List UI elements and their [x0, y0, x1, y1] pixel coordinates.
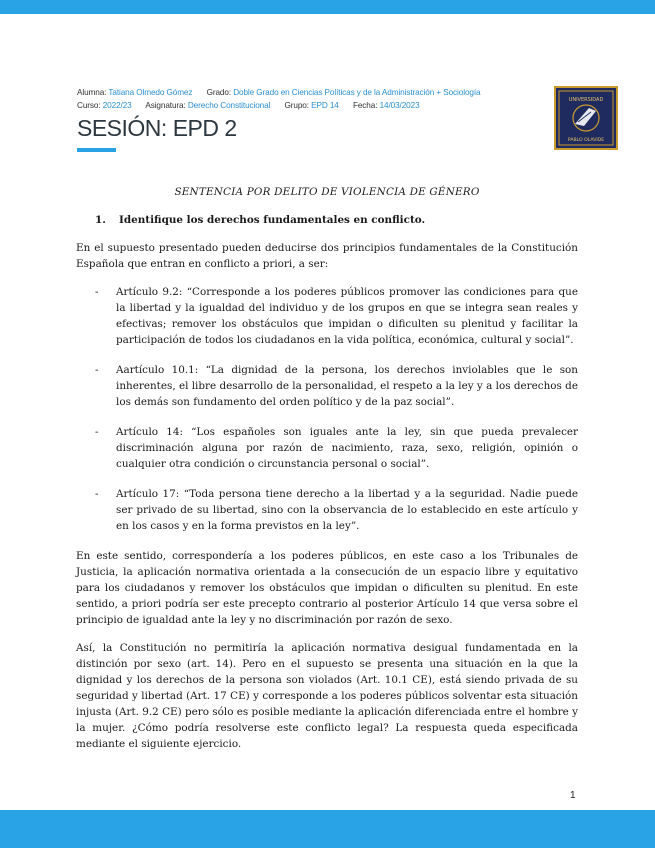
- list-bullet: -: [95, 286, 99, 298]
- list-item: [76, 424, 578, 472]
- list-bullet: -: [95, 364, 99, 376]
- fecha-label: Fecha:: [352, 101, 378, 110]
- body-paragraph-2: Así, la Constitución no permitiría la aplicación normativa desigual fundamentada en la distinción por sexo (art. 14). Pero en el supuesto se presenta una situación en la que la dignidad y los derechos de la persona son violados (Art. 10.1 CE), está siendo privada de su seguridad y libertad (Art. 17 CE) y corresponde a los poderes públicos solventar esta situación injusta (Art. 9.2 CE) pero sólo es posible mediante la aplicación diferenciada entre el hombre y la mujer. ¿Cómo podría resolverse este conflicto legal? La respuesta queda especificada mediante el siguiente ejercicio.: [76, 642, 578, 750]
- grado-value: Doble Grado en Ciencias Políticas y de la Administración + Sociología: [233, 88, 481, 97]
- articles-list: [76, 284, 578, 534]
- list-item: [76, 486, 578, 534]
- document-header: [77, 86, 527, 152]
- page-title: SESIÓN: EPD 2: [77, 115, 237, 141]
- grupo-label: Grupo:: [284, 101, 309, 110]
- article-10-1-text: Aartículo 10.1: “La dignidad de la persona, los derechos inviolables que le son inherentes, el libre desarrollo de la personalidad, el respeto a la ley y a los derechos de los demás son fundamento del orden político y de la paz social”.: [116, 364, 578, 408]
- article-14-text: Artículo 14: “Los españoles son iguales ante la ley, sin que pueda prevalecer discriminación alguna por razón de nacimiento, raza, sexo, religión, opinión o cualquier otra condición o circunstancia personal o social”.: [116, 426, 578, 470]
- question-1: [76, 212, 578, 228]
- curso-value: 2022/23: [102, 101, 132, 110]
- asignatura-value: Derecho Constitucional: [187, 101, 271, 110]
- curso-label: Curso:: [77, 101, 101, 110]
- document-heading: SENTENCIA POR DELITO DE VIOLENCIA DE GÉNERO: [174, 186, 480, 198]
- list-bullet: -: [95, 488, 99, 500]
- asignatura-label: Asignatura:: [145, 101, 186, 110]
- university-seal-icon: [554, 86, 618, 150]
- article-9-2-text: Artículo 9.2: “Corresponde a los poderes públicos promover las condiciones para que la libertad y la igualdad del individuo y de los grupos en que se integra sean reales y efectivas; remover los obstáculos que impidan o dificulten su plenitud y facilitar la participación de todos los ciudadanos en la vida política, económica, cultural y social”.: [116, 286, 578, 346]
- question-text: Identifique los derechos fundamentales en conflicto.: [119, 214, 426, 226]
- meta-line-2: [77, 99, 527, 112]
- article-17-text: Artículo 17: “Toda persona tiene derecho a la libertad y a la seguridad. Nadie puede ser privado de su libertad, sino con la observancia de lo establecido en este artículo y en los casos y en la forma previstos en la ley”.: [116, 488, 578, 532]
- bottom-accent-bar: [0, 810, 655, 848]
- title-underline: [77, 148, 116, 152]
- fecha-value: 14/03/2023: [379, 101, 420, 110]
- question-number: 1.: [95, 214, 106, 226]
- top-accent-bar: [0, 0, 655, 14]
- grupo-value: EPD 14: [311, 101, 339, 110]
- alumna-value: Tatiana Olmedo Gómez: [108, 88, 193, 97]
- page-number: 1: [570, 790, 576, 801]
- list-item: [76, 362, 578, 410]
- grado-label: Grado:: [206, 88, 232, 97]
- alumna-label: Alumna:: [77, 88, 107, 97]
- list-bullet: -: [95, 426, 99, 438]
- intro-paragraph: En el supuesto presentado pueden deducirse dos principios fundamentales de la Constitución Española que entran en conflicto a priori, a ser:: [76, 242, 578, 270]
- list-item: [76, 284, 578, 348]
- meta-line-1: [77, 86, 527, 99]
- document-body: [76, 184, 578, 764]
- seal-graphic: [556, 88, 616, 148]
- body-paragraph-1: En este sentido, correspondería a los poderes públicos, en este caso a los Tribunales de Justicia, la aplicación normativa orientada a la consecución de un espacio libre y equitativo para los ciudadanos y remover los obstáculos que impidan o dificulten su plenitud. En este sentido, a priori podría ser este precepto contrario al posterior Artículo 14 que versa sobre el principio de igualdad ante la ley y no discriminación por razón de sexo.: [76, 550, 578, 626]
- seal-bottom-text: PABLO OLAVIDE: [567, 138, 605, 143]
- seal-top-text: UNIVERSIDAD: [568, 97, 604, 103]
